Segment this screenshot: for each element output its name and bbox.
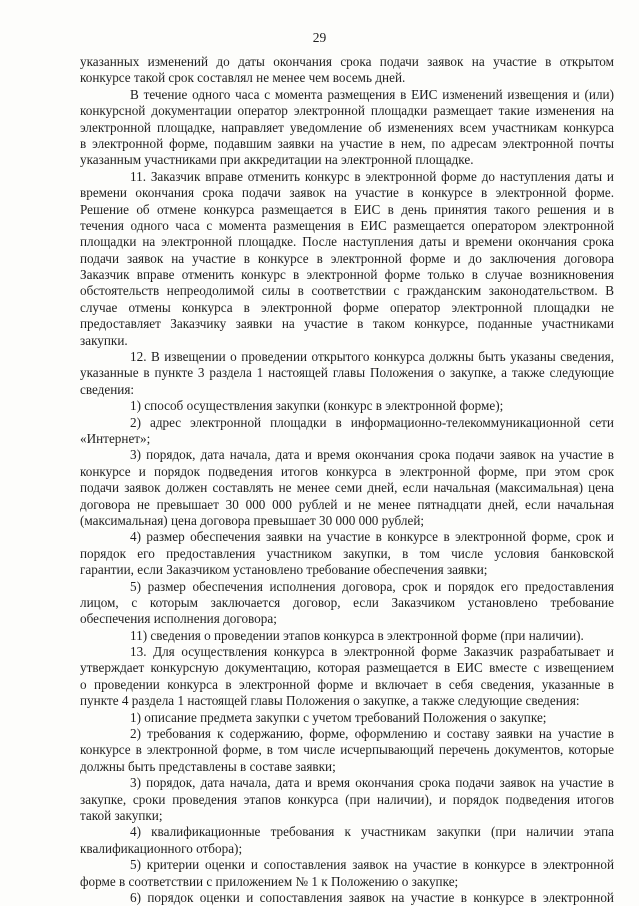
text-line: конкурсе такой срок составлял не менее чем восемь дней.: [80, 70, 406, 86]
text-line: подачи заявок на участие в конкурсе в электронной форме и до заключения договора: [80, 250, 614, 266]
text-line: указанные в пункте 3 раздела 1 настоящей главы Положения о закупке, а также следующие: [80, 365, 614, 381]
text-line: Решение об отмене конкурса размещается в ЕИС в день принятия такого решения и в: [80, 201, 614, 217]
text-line: 11) сведения о проведении этапов конкурса в электронной форме (при наличии).: [130, 627, 584, 643]
text-line: квалификационного отбора);: [80, 840, 243, 856]
text-line: сведения:: [80, 381, 135, 397]
text-line: подачи заявок должен составлять не менее семи дней, если начальная (максимальная) цена: [80, 480, 614, 496]
text-line: должны быть представлены в составе заявки;: [80, 758, 336, 774]
text-line: конкурсе и порядок подведения итогов конкурса в электронной форме, при этом срок: [80, 463, 614, 479]
text-line: случае отмены конкурса в электронной форме оператор электронной площадки не: [80, 299, 614, 315]
text-line: пункте 4 раздела 1 настоящей главы Положения о закупке, а также следующие сведения:: [80, 693, 580, 709]
text-line: 5) размер обеспечения исполнения договора, срок и порядок его предоставления: [130, 578, 614, 594]
text-line: обстоятельств непреодолимой силы в соответствии с гражданским законодательством. В: [80, 283, 614, 299]
text-line: 12. В извещении о проведении открытого конкурса должны быть указаны сведения,: [130, 349, 614, 365]
text-line: договора не превышает 30 000 000 рублей и не менее пятнадцати дней, если начальная: [80, 496, 614, 512]
text-line: 13. Для осуществления конкурса в электронной форме Заказчик разрабатывает и: [130, 644, 614, 660]
text-line: гарантии, если Заказчиком установлено требование обеспечения заявки;: [80, 562, 488, 578]
text-line: «Интернет»;: [80, 430, 151, 446]
text-line: 4) квалификационные требования к участникам закупки (при наличии этапа: [130, 824, 614, 840]
text-line: лицом, с которым заключается договор, если Заказчиком установлено требование: [80, 594, 614, 610]
text-line: порядок его предоставления участником закупки, в том числе условия банковской: [80, 545, 614, 561]
text-line: указанным участниками при аккредитации на электронной площадке.: [80, 152, 474, 168]
text-line: указанных изменений до даты окончания срока подачи заявок на участие в открытом: [80, 54, 614, 69]
text-line: закупки.: [80, 332, 128, 348]
text-line: 2) адрес электронной площадки в информационно-телекоммуникационной сети: [130, 414, 614, 430]
text-line: 1) способ осуществления закупки (конкурс в электронной форме);: [130, 398, 504, 414]
text-line: 5) критерии оценки и сопоставления заявок на участие в конкурсе в электронной: [130, 857, 614, 873]
text-line: (максимальная) цена договора превышает 30 000 000 рублей;: [80, 512, 425, 528]
text-line: обеспечения исполнения договора;: [80, 611, 277, 627]
text-line: закупке, сроки проведения этапов конкурса (при наличии), и порядок подведения итогов: [80, 791, 614, 807]
text-line: форме в соответствии с приложением № 1 к Положению о закупке;: [80, 873, 459, 889]
text-line: конкурсной документации оператор электронной площадки размещает такие изменения на: [80, 103, 614, 119]
text-line: 3) порядок, дата начала, дата и время окончания срока подачи заявок на участие в: [130, 447, 614, 463]
text-line: о проведении конкурса в электронной форме и включает в себя сведения, указанные в: [80, 676, 614, 692]
text-line: 3) порядок, дата начала, дата и время окончания срока подачи заявок на участие в: [130, 775, 614, 791]
page-number: 29: [312, 30, 327, 45]
text-line: 6) порядок оценки и сопоставления заявок на участие в конкурсе в электронной: [130, 889, 614, 905]
text-line: Заказчик вправе отменить конкурс в электронной форме только в случае возникновения: [80, 267, 614, 283]
text-line: конкурсе в электронной форме, в том числе исчерпывающий перечень документов, которые: [80, 742, 614, 758]
text-line: электронной площадке, направляет уведомление об изменениях всем участникам конкурса: [80, 119, 614, 135]
text-line: в электронной форме, подавшим заявки на участие в нем, по адресам электронной почты: [80, 135, 614, 151]
text-line: 4) размер обеспечения заявки на участие в конкурсе в электронной форме, срок и: [130, 529, 614, 545]
text-line: такой закупки;: [80, 807, 163, 823]
text-line: течения одного часа с момента размещения в ЕИС размещается оператором электронной: [80, 217, 614, 233]
text-line: 11. Заказчик вправе отменить конкурс в электронной форме до наступления даты и: [130, 168, 614, 184]
text-line: 1) описание предмета закупки с учетом требований Положения о закупке;: [130, 709, 547, 725]
text-line: площадки на электронной площадке. После наступления даты и времени окончания срока: [80, 234, 614, 250]
text-line: В течение одного часа с момента размещения в ЕИС изменений извещения и (или): [130, 86, 614, 102]
text-line: 2) требования к содержанию, форме, оформлению и составу заявки на участие в: [130, 726, 614, 742]
text-line: времени окончания срока подачи заявок на участие в конкурсе в электронной форме.: [80, 185, 614, 201]
text-line: предоставляет Заказчику заявки на участие в таком конкурсе, поданные участниками: [80, 316, 614, 332]
document-body: [80, 54, 614, 906]
text-line: утверждает конкурсную документацию, которая размещается в ЕИС вместе с извещением: [80, 660, 614, 676]
